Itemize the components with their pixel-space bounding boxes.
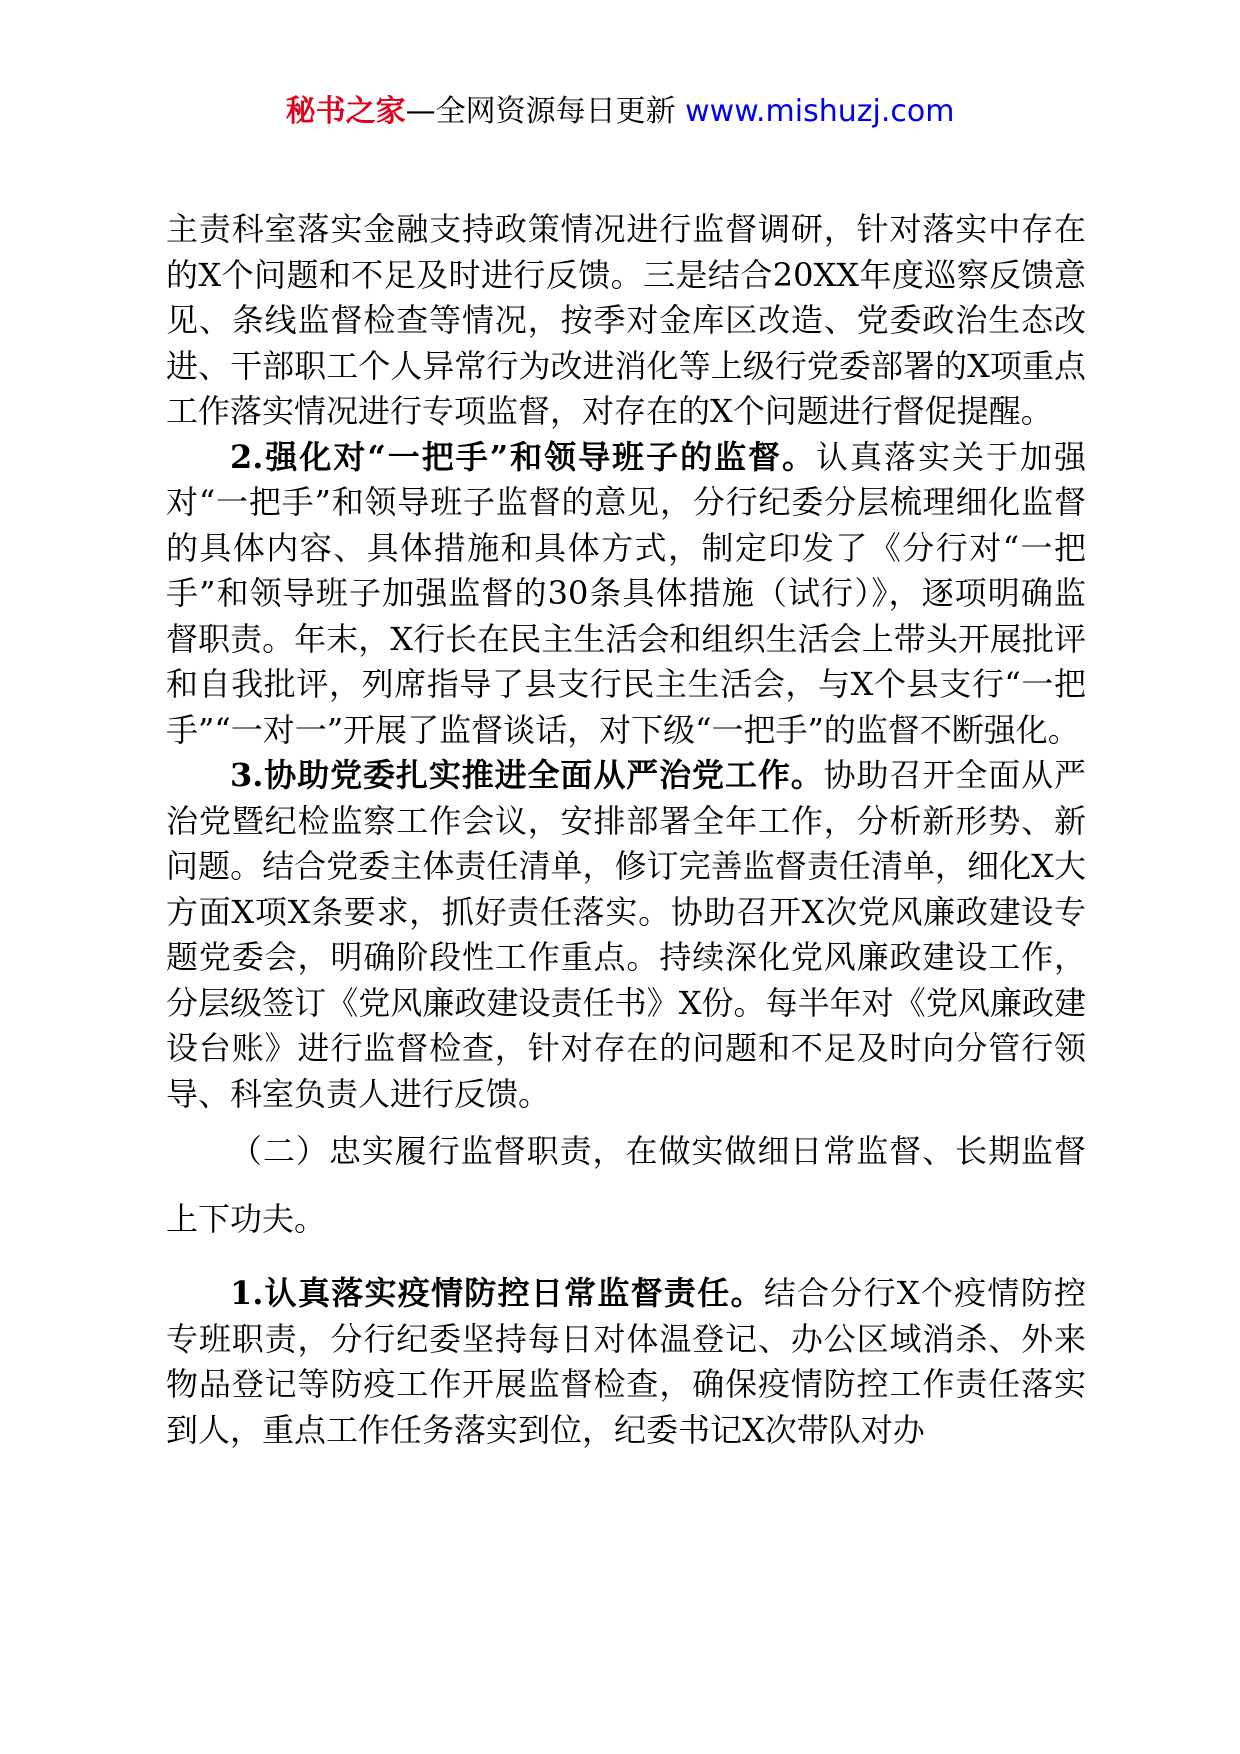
paragraph-leader-supervision — [166, 435, 1086, 754]
section-heading: 2.强化对“一把手”和领导班子的监督。 — [230, 437, 817, 476]
paragraph-text: 认真落实关于加强对“一把手”和领导班子监督的意见，分行纪委分层梳理细化监督的具体内容、具体措施和具体方式，制定印发了《分行对“一把手”和领导班子加强监督的30条具体措施（试行）》，逐项明确监督职责。年末，X行长在民主生活会和组织生活会上带头开展批评和自我批评，列席指导了县支行民主生活会，与X个县支行“一把手”“一对一”开展了监督谈话，对下级“一把手”的监督不断强化。 — [166, 437, 1086, 749]
document-body — [166, 207, 1086, 1453]
paragraph-party-governance — [166, 753, 1086, 1117]
site-url-link[interactable]: www.mishuzj.com — [685, 94, 955, 129]
site-brand: 秘书之家 — [285, 94, 406, 129]
section-subtitle: （二）忠实履行监督职责，在做实做细日常监督、长期监督上下功夫。 — [166, 1132, 1086, 1238]
paragraph-text: 协助召开全面从严治党暨纪检监察工作会议，安排部署全年工作，分析新形势、新问题。结合党委主体责任清单，修订完善监督责任清单，细化X大方面X项X条要求，抓好责任落实。协助召开X次党风廉政建设专题党委会，明确阶段性工作重点。持续深化党风廉政建设工作，分层级签订《党风廉政建设责任书》X份。每半年对《党风廉政建设台账》进行监督检查，针对存在的问题和不足及时向分管行领导、科室负责人进行反馈。 — [166, 756, 1086, 1113]
paragraph-continuation: 主责科室落实金融支持政策情况进行监督调研，针对落实中存在的X个问题和不足及时进行反馈。三是结合20XX年度巡察反馈意见、条线监督检查等情况，按季对金库区改造、党委政治生态改进、干部职工个人异常行为改进消化等上级行党委部署的X项重点工作落实情况进行专项监督，对存在的X个问题进行督促提醒。 — [166, 210, 1086, 430]
paragraph-epidemic-supervision — [166, 1271, 1086, 1453]
section-heading: 1.认真落实疫情防控日常监督责任。 — [230, 1274, 764, 1312]
site-tagline: —全网资源每日更新 — [405, 94, 676, 129]
paragraph-text: 结合分行X个疫情防控专班职责，分行纪委坚持每日对体温登记、办公区域消杀、外来物品登记等防疫工作开展监督检查，确保疫情防控工作责任落实到人，重点工作任务落实到位，纪委书记X次带队对办 — [166, 1274, 1086, 1449]
site-header — [0, 92, 1240, 132]
section-heading: 3.协助党委扎实推进全面从严治党工作。 — [230, 756, 824, 794]
